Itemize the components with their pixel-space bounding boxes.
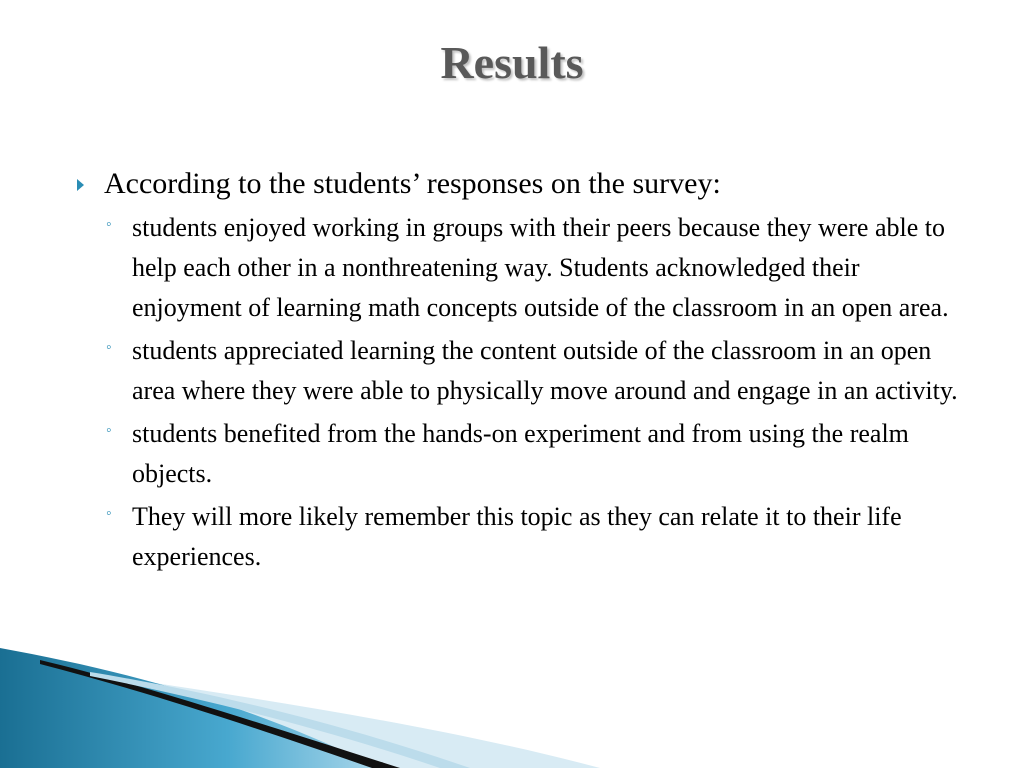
circle-bullet-icon: ◦ [106,505,112,522]
point-text: They will more likely remember this topic as they can relate it to their life experiences. [132,502,902,571]
circle-bullet-icon: ◦ [106,216,112,233]
slide-title: Results [440,37,584,88]
triangle-bullet-icon [77,179,84,191]
slide-body [72,162,962,580]
level1-bullet-item [72,162,962,206]
level2-bullet-item [72,208,962,328]
level2-bullet-item [72,331,962,411]
point-text: students appreciated learning the content outside of the classroom in an open area where they were able to physically move around and engage in an activity. [132,336,958,405]
circle-bullet-icon: ◦ [106,339,112,356]
point-text: students benefited from the hands-on experiment and from using the realm objects. [132,419,909,488]
intro-text: According to the students’ responses on the survey: [104,167,721,200]
circle-bullet-icon: ◦ [106,422,112,439]
level2-bullet-item [72,497,962,577]
point-text: students enjoyed working in groups with their peers because they were able to help each other in a nonthreatening way. Students acknowledged their enjoyment of learning math concepts outside of the classroom in an open area. [132,213,949,322]
level2-bullet-item [72,414,962,494]
